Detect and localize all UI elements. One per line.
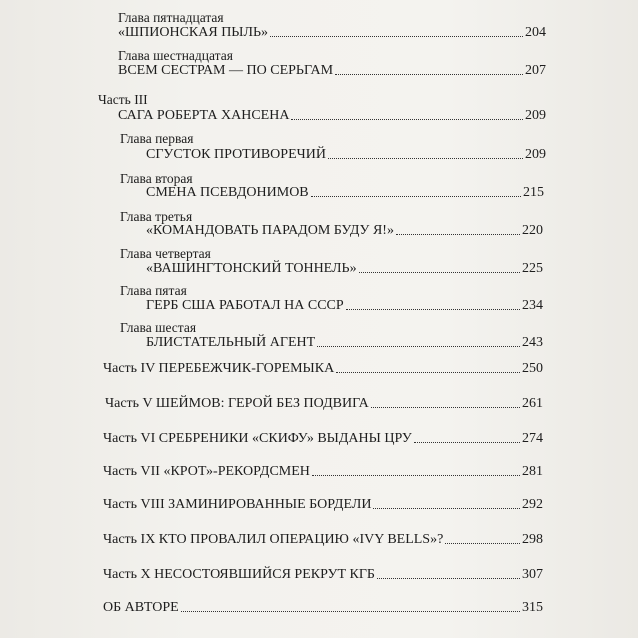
toc-entry[interactable]	[118, 107, 546, 124]
page-number: 307	[522, 567, 543, 582]
toc-entry[interactable]	[103, 360, 543, 377]
chapter-label: Глава пятая	[120, 283, 187, 298]
entry-title: ВСЕМ СЕСТРАМ — ПО СЕРЬГАМ	[118, 63, 334, 78]
page-number: 209	[525, 108, 546, 123]
entry-title: Часть IX КТО ПРОВАЛИЛ ОПЕРАЦИЮ «IVY BELLS»?	[103, 532, 444, 547]
page-number: 243	[522, 335, 543, 350]
entry-title: БЛИСТАТЕЛЬНЫЙ АГЕНТ	[146, 335, 316, 350]
dot-leader	[414, 442, 520, 443]
page-number: 215	[523, 185, 544, 200]
dot-leader	[181, 611, 520, 612]
dot-leader	[335, 74, 523, 75]
dot-leader	[371, 407, 520, 408]
page-number: 207	[525, 63, 546, 78]
toc-entry[interactable]	[103, 496, 543, 513]
entry-title: Часть V ШЕЙМОВ: ГЕРОЙ БЕЗ ПОДВИГА	[105, 396, 369, 411]
entry-title: Часть X НЕСОСТОЯВШИЙСЯ РЕКРУТ КГБ	[103, 567, 375, 582]
page-number: 261	[522, 396, 543, 411]
entry-title: Часть VIII ЗАМИНИРОВАННЫЕ БОРДЕЛИ	[103, 497, 372, 512]
dot-leader	[336, 372, 520, 373]
dot-leader	[377, 578, 520, 579]
toc-entry[interactable]	[103, 566, 543, 583]
toc-entry[interactable]	[118, 24, 546, 41]
entry-title: Часть VII «КРОТ»-РЕКОРДСМЕН	[103, 464, 310, 479]
chapter-label: Глава вторая	[120, 171, 193, 186]
dot-leader	[359, 272, 520, 273]
entry-title: «ВАШИНГТОНСКИЙ ТОННЕЛЬ»	[146, 261, 357, 276]
toc-entry[interactable]	[103, 599, 543, 616]
dot-leader	[445, 543, 520, 544]
entry-title: САГА РОБЕРТА ХАНСЕНА	[118, 108, 290, 123]
entry-title: «КОМАНДОВАТЬ ПАРАДОМ БУДУ Я!»	[146, 223, 394, 238]
toc-entry[interactable]	[146, 260, 543, 277]
dot-leader	[291, 119, 523, 120]
page-number: 292	[522, 497, 543, 512]
dot-leader	[312, 475, 520, 476]
toc-entry[interactable]	[103, 463, 543, 480]
entry-title: ОБ АВТОРЕ	[103, 600, 179, 615]
toc-entry[interactable]	[146, 146, 546, 163]
entry-title: Часть VI СРЕБРЕНИКИ «СКИФУ» ВЫДАНЫ ЦРУ	[103, 431, 412, 446]
page-number: 281	[522, 464, 543, 479]
part-label: Часть III	[98, 92, 148, 107]
page-number: 315	[522, 600, 543, 615]
entry-title: Часть IV ПЕРЕБЕЖЧИК-ГОРЕМЫКА	[103, 361, 335, 376]
entry-title: ГЕРБ США РАБОТАЛ НА СССР	[146, 298, 344, 313]
chapter-label: Глава третья	[120, 209, 193, 224]
toc-entry[interactable]	[146, 334, 543, 351]
entry-title: СМЕНА ПСЕВДОНИМОВ	[146, 185, 309, 200]
dot-leader	[270, 36, 523, 37]
dot-leader	[328, 158, 523, 159]
chapter-label: Глава шестнадцатая	[118, 48, 233, 63]
dot-leader	[311, 196, 521, 197]
toc-entry[interactable]	[103, 531, 543, 548]
chapter-label: Глава первая	[120, 131, 194, 146]
page-number: 225	[522, 261, 543, 276]
toc-entry[interactable]	[103, 430, 543, 447]
page-number: 250	[522, 361, 543, 376]
page-number: 204	[525, 25, 546, 40]
entry-title: СГУСТОК ПРОТИВОРЕЧИЙ	[146, 147, 326, 162]
chapter-label: Глава шестая	[120, 320, 197, 335]
page-number: 274	[522, 431, 543, 446]
page-number: 209	[525, 147, 546, 162]
dot-leader	[317, 346, 520, 347]
dot-leader	[396, 234, 520, 235]
page-number: 234	[522, 298, 543, 313]
toc-entry[interactable]	[105, 395, 543, 412]
entry-title: «ШПИОНСКАЯ ПЫЛЬ»	[118, 25, 269, 40]
page-number: 220	[522, 223, 543, 238]
dot-leader	[346, 309, 520, 310]
page-number: 298	[522, 532, 543, 547]
chapter-label: Глава пятнадцатая	[118, 10, 224, 25]
toc-entry[interactable]	[118, 62, 546, 79]
toc-entry[interactable]	[146, 184, 544, 201]
toc-entry[interactable]	[146, 297, 543, 314]
toc-entry[interactable]	[146, 222, 543, 239]
dot-leader	[373, 508, 520, 509]
chapter-label: Глава четвертая	[120, 246, 211, 261]
